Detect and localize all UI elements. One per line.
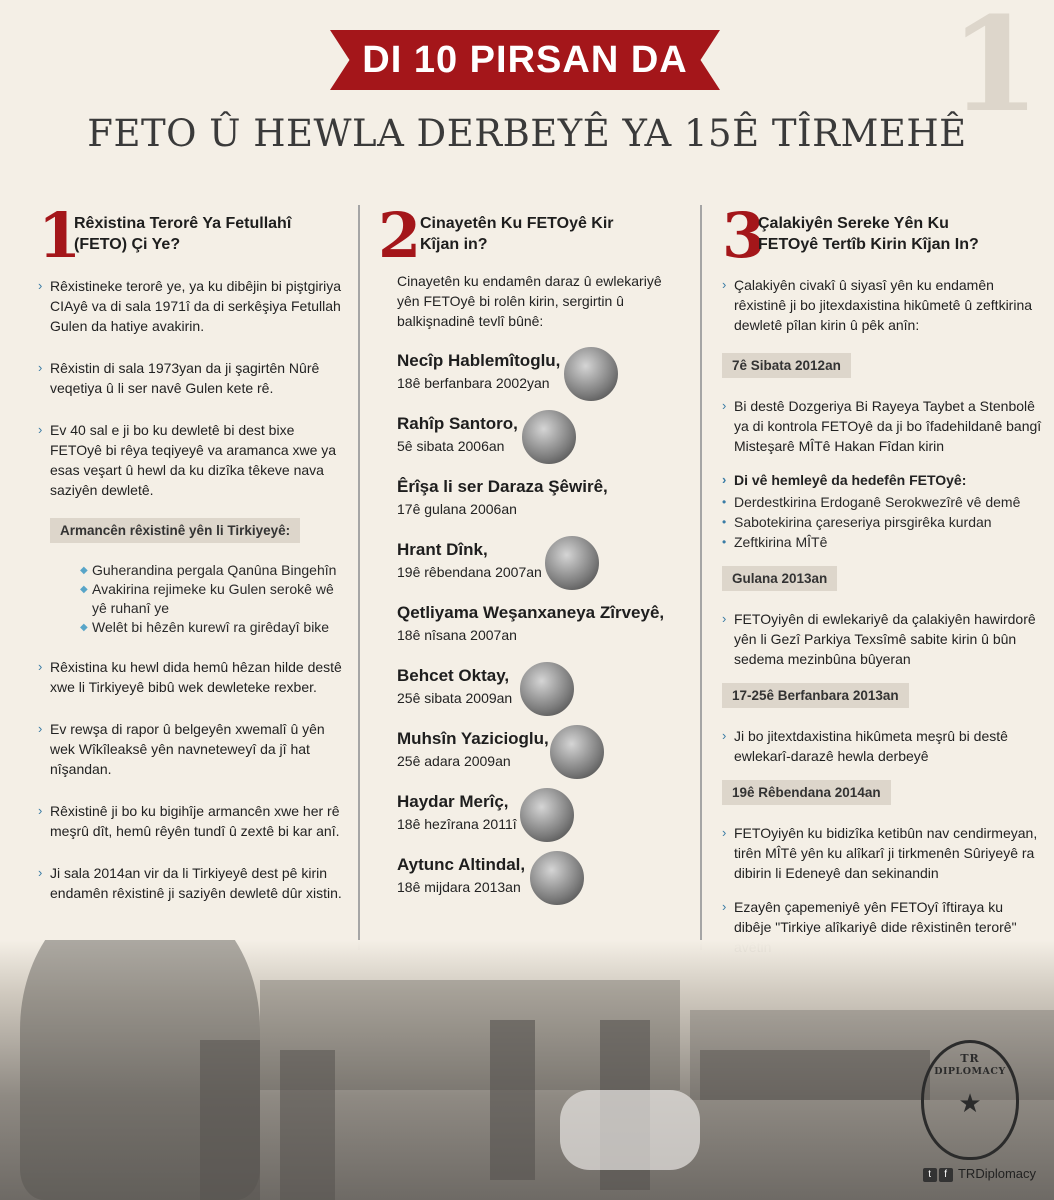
- section-title-line: Cinayetên Ku FETOyê Kir: [420, 215, 614, 232]
- date-tag: 17-25ê Berfanbara 2013an: [722, 683, 909, 708]
- section-number: 1: [38, 199, 82, 272]
- page-subtitle: FETO Û HEWLA DERBEYÊ YA 15Ê TÎRMEHÊ: [87, 112, 967, 155]
- person-date: 18ê nîsana 2007an: [397, 627, 517, 643]
- section-title-line: Rêxistina Terorê Ya Fetullahî: [74, 215, 292, 232]
- section-title-line: FETOyê Tertîb Kirin Kîjan In?: [758, 236, 979, 253]
- list-item: ◆ Welêt bi hêzên kurewî ra girêdayî bike: [80, 619, 330, 635]
- section-title-line: Kîjan in?: [420, 236, 488, 253]
- photo-car: [560, 1090, 700, 1170]
- person-date: 25ê sibata 2009an: [397, 690, 513, 706]
- avatar: [562, 345, 620, 403]
- column-what-is-feto: [38, 199, 343, 903]
- section-title-line: Çalakiyên Sereke Yên Ku: [758, 215, 949, 232]
- bullet-dot-icon: •: [722, 535, 727, 549]
- bullet-dot-icon: •: [722, 495, 727, 509]
- diamond-icon: ◆: [80, 565, 88, 576]
- star-icon: ★: [958, 1088, 982, 1118]
- section-title-line: (FETO) Çi Ye?: [74, 236, 181, 253]
- list-item: › Rêxistina ku hewl dida hemû hêzan hilde destê xwe li Tirkiyeyê bibû wek dewleteke rexber.: [38, 659, 342, 695]
- person-date: 5ê sibata 2006an: [397, 438, 505, 454]
- photo-soldiers: [700, 1050, 930, 1100]
- list-item: › Ji sala 2014an vir da li Tirkiyeyê dest pê kirin endamên rêxistinê ji saziyên dewletê dûr xistin.: [38, 865, 342, 901]
- avatar: [518, 660, 576, 718]
- avatar: [543, 534, 601, 592]
- avatar: [548, 723, 606, 781]
- list-item: › Bi destê Dozgeriya Bi Rayeya Taybet a Stenbolê ya di kontrola FETOyê da ji bo îfadehildanê bangî Misteşarê MÎTê Hakan Fîdan kirin: [722, 398, 1042, 454]
- avatar: [528, 849, 586, 907]
- chevron-right-icon: ›: [722, 398, 727, 413]
- photo-person: [200, 1040, 260, 1200]
- chevron-right-icon: ›: [722, 472, 727, 487]
- person-date: 17ê gulana 2006an: [397, 501, 517, 517]
- person-name: Necîp Hablemîtoglu,: [397, 351, 561, 370]
- chevron-right-icon: ›: [722, 825, 727, 840]
- person-name: Hrant Dînk,: [397, 540, 488, 559]
- chevron-right-icon: ›: [722, 899, 727, 914]
- list-item: [378, 343, 678, 406]
- list-item: [378, 658, 678, 721]
- person-name: Muhsîn Yazicioglu,: [397, 729, 549, 748]
- chevron-right-icon: ›: [722, 728, 727, 743]
- person-name: Êrîşa li ser Daraza Şêwirê,: [397, 477, 608, 496]
- person-name: Rahîp Santoro,: [397, 414, 518, 433]
- list-item: [378, 532, 678, 595]
- list-item: [378, 595, 678, 658]
- list-item: › Çalakiyên civakî û siyasî yên ku endamên rêxistinê ji bo jitexdaxistina hikûmetê û zeftkirina dewletê pîlan kirin û pêk anîn:: [722, 277, 1033, 333]
- list-item: • Sabotekirina çareseriya pirsgirêka kurdan: [722, 514, 992, 530]
- social-handle: [923, 1166, 1036, 1182]
- person-date: 18ê hezîrana 2011î: [397, 816, 517, 832]
- aims-list: [38, 561, 343, 637]
- diamond-icon: ◆: [80, 622, 88, 633]
- chevron-right-icon: ›: [38, 422, 43, 437]
- chevron-right-icon: ›: [38, 721, 43, 736]
- coup-photo: [0, 940, 1054, 1200]
- logo-text: DIPLOMACY: [934, 1066, 1006, 1077]
- column-actions: [722, 199, 1042, 957]
- list-item: [378, 847, 678, 910]
- aims-tag: Armancên rêxistinê yên li Tirkiyeyê:: [50, 518, 300, 543]
- list-item: › Rêxistineke terorê ye, ya ku dibêjin bi piştgiriya CIAyê va di sala 1971î da di serkêşiya Fetullah Gulen da hatiye avakirin.: [38, 278, 342, 334]
- person-name: Aytunc Altindal,: [397, 855, 526, 874]
- header-banner: [330, 30, 720, 90]
- list-item: › Rêxistin di sala 1973yan da ji şagirtên Nûrê veqetiya û li ser navê Gulen kete rê.: [38, 360, 320, 396]
- list-item: › Ev rewşa di rapor û belgeyên xwemalî û yên wek Wîkîleaksê yên navneteweyî da jî hat nîşandan.: [38, 721, 325, 777]
- section-title: [758, 213, 979, 255]
- handle-text: TRDiplomacy: [957, 1166, 1036, 1181]
- list-item: › Ji bo jitextdaxistina hikûmeta meşrû bi destê ewlekarî-darazê hewla derbeyê: [722, 728, 1008, 764]
- list-item: • Derdestkirina Erdoganê Serokwezîrê vê demê: [722, 494, 1021, 510]
- list-item: › Ezayên çapemeniyê yên FETOyî îftiraya ku dibêje "Tirkiye alîkariyê dide rêxistinên terorê": [722, 899, 1017, 935]
- list-item: › Rêxistinê ji bo ku bigihîje armancên xwe her rê meşrû dît, hemû rêyên tundî û zextê bi kar anî.: [38, 803, 340, 839]
- chevron-right-icon: ›: [38, 360, 43, 375]
- person-date: 25ê adara 2009an: [397, 753, 511, 769]
- list-item: [378, 406, 678, 469]
- photo-person: [490, 1020, 535, 1180]
- person-name: Behcet Oktay,: [397, 666, 510, 685]
- list-item: › Di vê hemleyê da hedefên FETOyê:: [722, 472, 967, 488]
- avatar: [520, 408, 578, 466]
- date-tag: 19ê Rêbendana 2014an: [722, 780, 891, 805]
- facebook-icon: f: [939, 1168, 953, 1182]
- list-item: [378, 721, 678, 784]
- chevron-right-icon: ›: [38, 803, 43, 818]
- list-item: › Ev 40 sal e ji bo ku dewletê bi dest bixe FETOyê bi rêya teqiyeyê va aramanca xwe ya esas veşart û hewl da ku dizîka têkeve nava saziyên dewletê.: [38, 422, 337, 498]
- column-divider: [700, 205, 702, 950]
- list-item: [378, 784, 678, 847]
- date-tag: 7ê Sibata 2012an: [722, 353, 851, 378]
- list-item: › FETOyiyên ku bidizîka ketibûn nav cendirmeyan, tirên MÎTê yên ku alîkarî ji tirkmenên Sûriyeyê ra dibirin li Edeneyê dan sekinandin: [722, 825, 1038, 881]
- section-title: [74, 213, 291, 255]
- column-divider: [358, 205, 360, 950]
- person-date: 19ê rêbendana 2007an: [397, 564, 542, 580]
- avatar: [518, 786, 576, 844]
- chevron-right-icon: ›: [38, 278, 43, 293]
- list-item: › FETOyiyên di ewlekariyê da çalakiyên hawirdorê yên li Gezî Parkiya Texsîmê sabite kirin û bûn sedema mezinbûna bûyeran: [722, 611, 1036, 667]
- list-item: ◆ Avakirina rejimeke ku Gulen serokê wê yê ruhanî ye: [80, 581, 334, 616]
- logo-text: TR: [960, 1052, 980, 1065]
- section-title: [420, 213, 614, 255]
- person-date: 18ê berfanbara 2002yan: [397, 375, 550, 391]
- chevron-right-icon: ›: [38, 865, 43, 880]
- tr-diplomacy-logo: [921, 1040, 1019, 1160]
- list-item: ◆ Guherandina pergala Qanûna Bingehîn: [80, 562, 337, 578]
- banner-title: DI 10 PIRSAN DA: [362, 38, 688, 81]
- person-date: 18ê mijdara 2013an: [397, 879, 521, 895]
- section-intro: Cinayetên ku endamên daraz û ewlekariyê yên FETOyê bi rolên kirin, sergirtin û balkişnadinê tevlî bûnê:: [397, 273, 662, 329]
- diamond-icon: ◆: [80, 584, 88, 595]
- photo-person: [280, 1050, 335, 1200]
- list-item: [378, 469, 678, 532]
- page-number: 1: [949, 0, 1040, 141]
- list-item: • Zeftkirina MÎTê: [722, 534, 828, 550]
- column-header: [38, 199, 343, 272]
- column-murders: [378, 199, 678, 910]
- column-header: [378, 199, 678, 272]
- column-header: [722, 199, 1042, 272]
- person-name: Qetliyama Weşanxaneya Zîrveyê,: [397, 603, 665, 622]
- chevron-right-icon: ›: [722, 277, 727, 292]
- twitter-icon: t: [923, 1168, 937, 1182]
- people-list: [378, 343, 678, 910]
- chevron-right-icon: ›: [38, 659, 43, 674]
- bullet-dot-icon: •: [722, 515, 727, 529]
- section-number: 2: [378, 199, 422, 272]
- aims-list: [722, 492, 1042, 552]
- person-name: Haydar Merîç,: [397, 792, 509, 811]
- section-number: 3: [722, 199, 766, 272]
- chevron-right-icon: ›: [722, 611, 727, 626]
- date-tag: Gulana 2013an: [722, 566, 837, 591]
